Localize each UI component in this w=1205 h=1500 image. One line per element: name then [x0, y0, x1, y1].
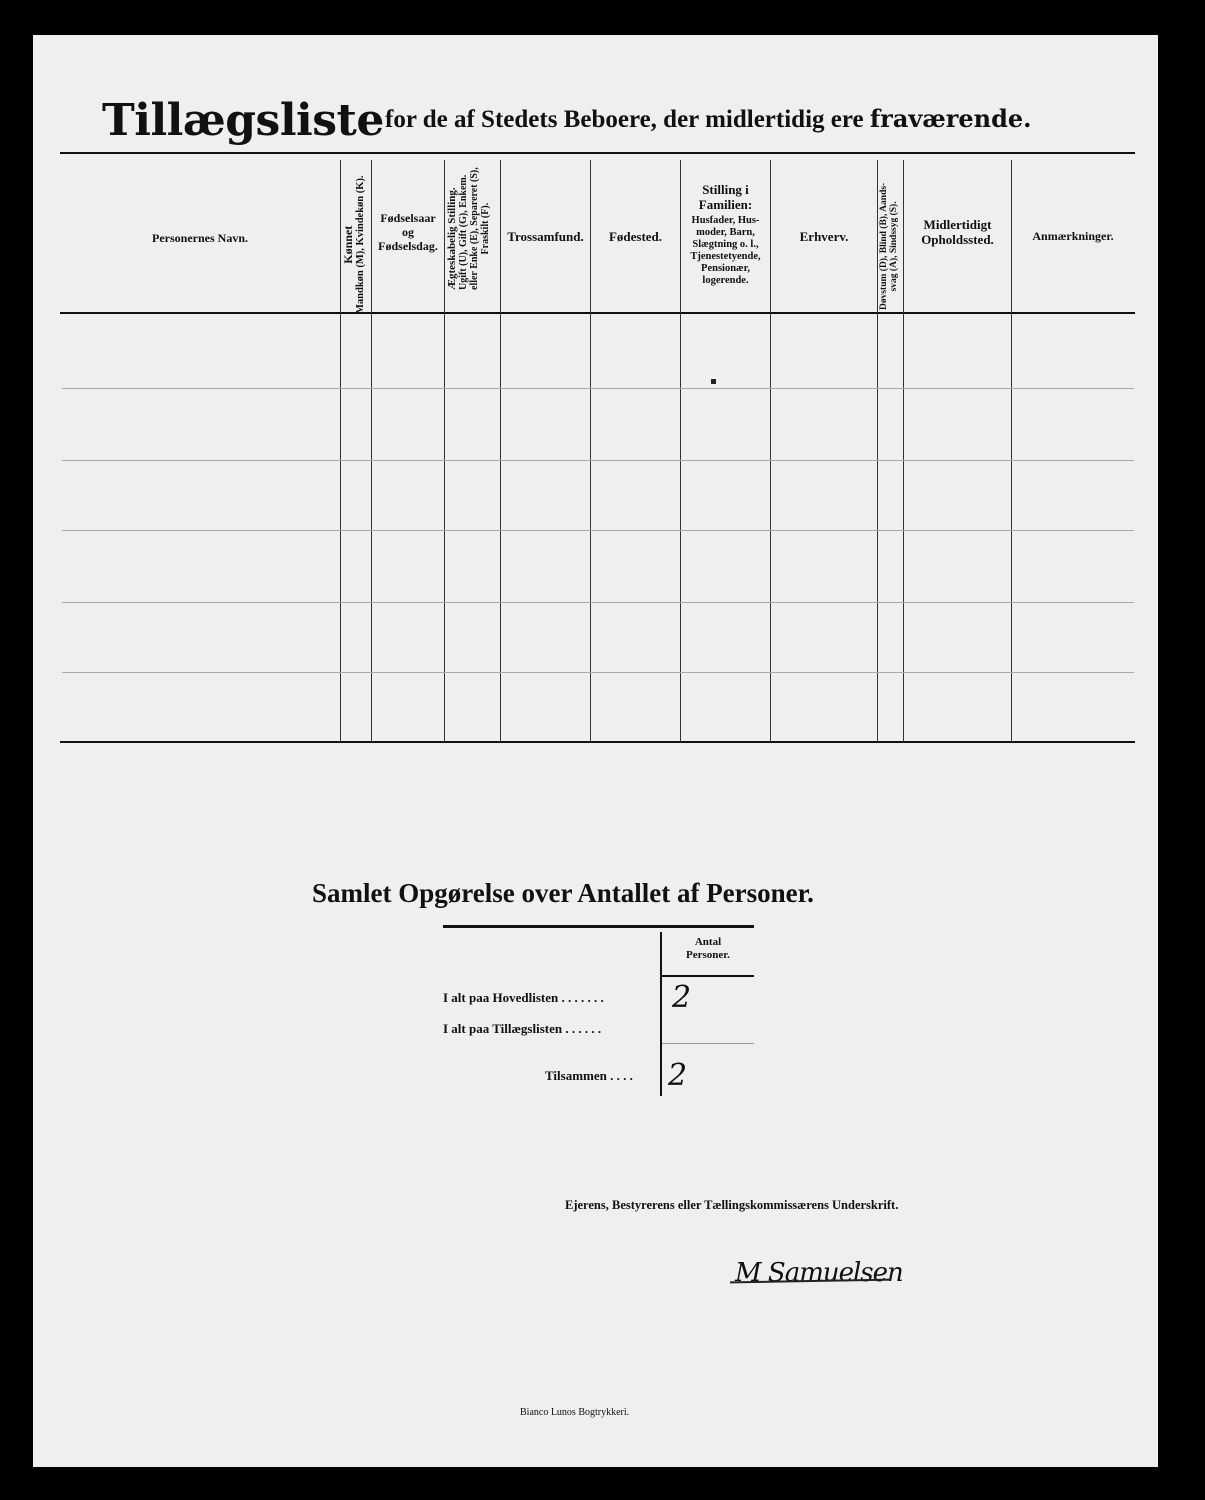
col-divider	[590, 160, 591, 742]
form-subtitle-text: for de af Stedets Beboere, der midlertidig ere	[385, 106, 864, 133]
col-header-marital-line2: Ugift (U), Gift (G), Enkem.	[458, 174, 470, 290]
col-divider	[877, 160, 878, 742]
col-header-family-line1: Stilling i	[702, 182, 749, 197]
col-header-family-line5: Slægtning o. l.,	[692, 239, 759, 250]
col-header-family-line3: Husfader, Hus-	[691, 214, 760, 226]
printer-imprint: Bianco Lunos Bogtrykkeri.	[520, 1407, 630, 1418]
census-form-sheet	[33, 35, 1158, 1467]
form-title: Tillægsliste	[102, 95, 384, 146]
summary-col-header-line1: Antal	[694, 936, 722, 948]
col-header-family-line2: Familien:	[698, 196, 753, 212]
summary-row-supplement-label: I alt paa Tillægslisten . . . . . .	[443, 1021, 602, 1036]
summary-total-label: Tilsammen . . . .	[545, 1068, 633, 1083]
summary-top-rule	[443, 925, 754, 928]
col-header-name: Personernes Navn.	[152, 231, 248, 245]
summary-col-header-line2: Personer.	[686, 948, 730, 961]
ink-speck	[711, 379, 716, 384]
col-header-family-line8: logerende.	[702, 275, 749, 287]
table-top-rule	[60, 152, 1135, 154]
col-divider	[1011, 160, 1012, 742]
col-header-residence-line1: Midlertidigt	[923, 217, 992, 232]
col-header-marital	[446, 167, 491, 290]
summary-total-value: 2	[668, 1058, 688, 1093]
summary-row-main-list-label: I alt paa Hovedlisten . . . . . . .	[443, 990, 604, 1005]
signature-caption: Ejerens, Bestyrerens eller Tællingskommissærens Underskrift.	[565, 1198, 899, 1212]
col-header-marital-line4: Fraskilt (F).	[480, 202, 492, 255]
table-row-line	[62, 530, 1134, 531]
table-row-line	[62, 460, 1134, 461]
col-header-family-line7: Pensionær,	[701, 263, 750, 275]
col-header-sex-codes: Mandkøn (M), Kvindekøn (K).	[355, 175, 367, 314]
summary-title: Samlet Opgørelse over Antallet af Personer.	[312, 878, 814, 908]
col-header-birthplace: Fødested.	[608, 229, 663, 244]
col-header-family-line6: Tjenestetyende,	[690, 251, 761, 263]
col-divider	[770, 160, 771, 742]
col-header-sex-title: Kønnet	[341, 225, 355, 264]
col-divider	[444, 160, 445, 742]
form-subtitle-emphasis: fraværende.	[869, 104, 1032, 133]
col-header-disability	[879, 183, 900, 310]
summary-header-rule	[662, 975, 754, 977]
table-header-rule	[60, 312, 1135, 314]
col-header-family-line4: moder, Barn,	[696, 226, 755, 238]
table-row-line	[62, 672, 1134, 673]
col-header-sex	[342, 175, 367, 314]
table-row-line	[62, 388, 1134, 389]
summary-sub-rule	[662, 1043, 754, 1044]
col-header-birth-line1: Fødselsaar	[380, 211, 436, 225]
col-header-religion: Trossamfund.	[507, 229, 584, 244]
col-header-residence-line2: Opholdssted.	[921, 231, 994, 247]
col-header-occupation: Erhverv.	[799, 229, 849, 244]
col-header-birth-line3: Fødselsdag.	[378, 238, 438, 253]
col-header-family	[681, 183, 770, 287]
table-row-line	[62, 602, 1134, 603]
signature-handwritten: M Samuelsen	[735, 1258, 903, 1288]
col-header-residence	[904, 218, 1011, 248]
form-subtitle	[385, 104, 1032, 134]
summary-row-main-list-value: 2	[672, 980, 692, 1015]
col-header-disability-line1: Døvstum (D), Blind (B), Aands-	[879, 182, 889, 310]
col-header-disability-line2: svag (A), Sindssyg (S).	[889, 201, 900, 292]
summary-col-header	[662, 936, 754, 961]
col-divider	[500, 160, 501, 742]
col-header-birth-line2: og	[402, 224, 414, 239]
col-header-marital-line3: eller Enke (E), Separeret (S),	[469, 167, 481, 290]
table-bottom-rule	[60, 741, 1135, 743]
col-header-birth	[372, 212, 444, 253]
col-header-marital-line1: Ægteskabelig Stilling.	[446, 187, 458, 290]
col-header-remarks: Anmærkninger.	[1032, 229, 1114, 243]
